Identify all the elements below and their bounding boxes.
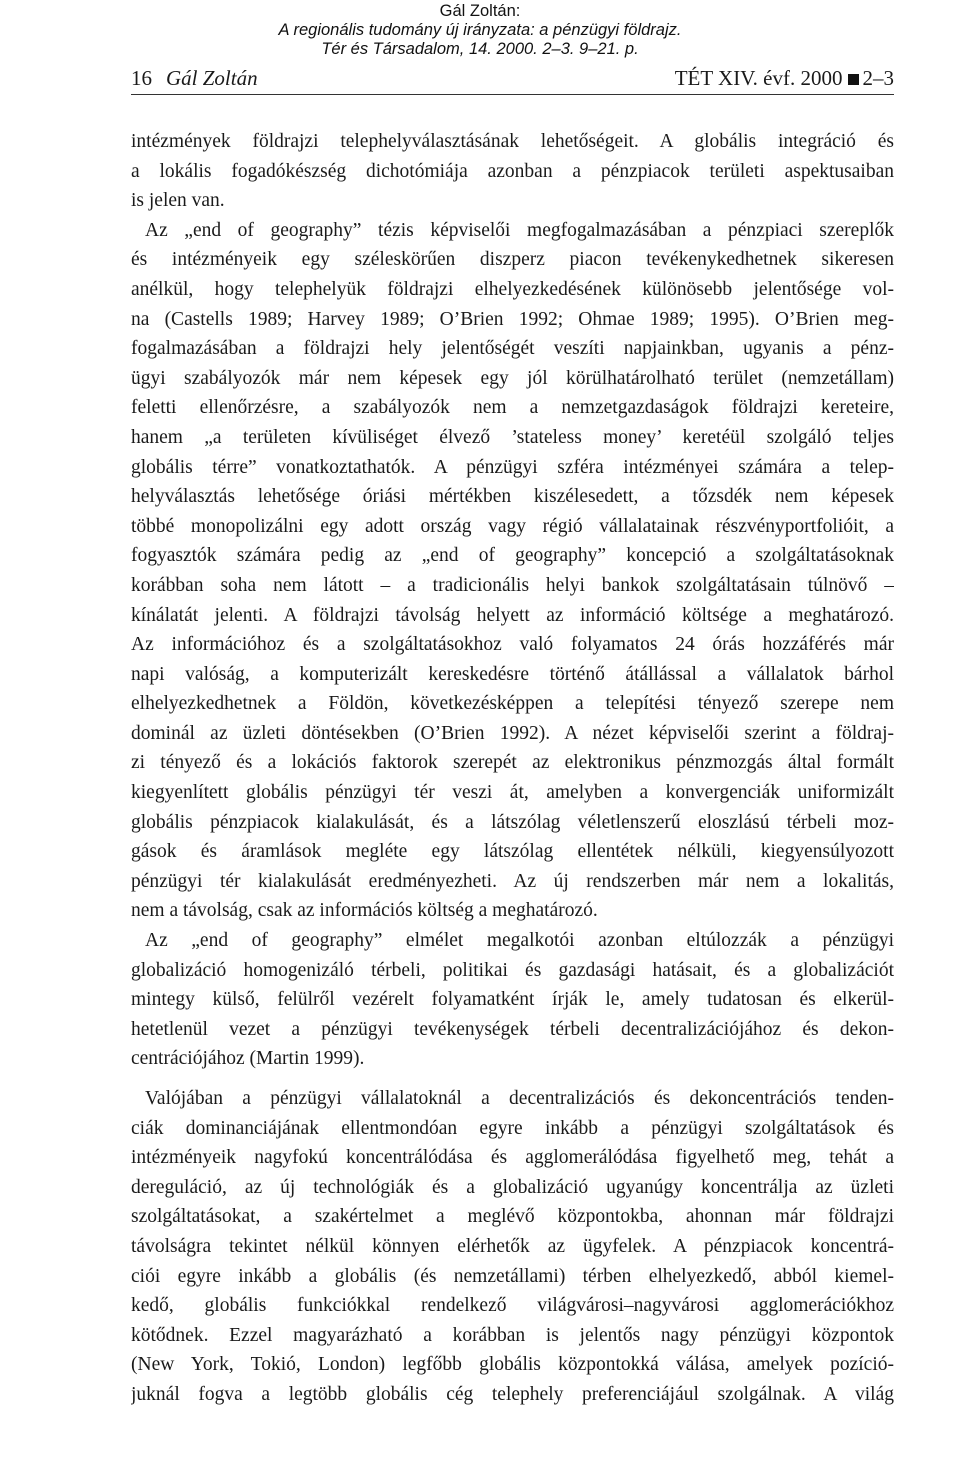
body-line: na (Castells 1989; Harvey 1989; O’Brien 1992; Ohmae 1989; 1995). O’Brien meg- bbox=[131, 308, 894, 330]
running-head-right bbox=[675, 64, 894, 92]
citation-source: Tér és Társadalom, 14. 2000. 2–3. 9–21. p. bbox=[321, 40, 639, 58]
body-line: nem a távolság, csak az információs költség a meghatározó. bbox=[131, 900, 598, 922]
body-line: (New York, Tokió, London) legfőbb globális központokká válása, amelyek pozíció- bbox=[131, 1354, 894, 1376]
body-text bbox=[131, 127, 894, 1410]
body-line: gások és áramlások megléte egy látszólag ellentétek nélküli, kiegyensúlyozott bbox=[131, 841, 894, 863]
running-head bbox=[131, 64, 894, 95]
citation-author: Gál Zoltán: bbox=[439, 2, 521, 20]
body-line: helyválasztás lehetősége óriási mértékben kiszélesedett, a tőzsdék nem képesek bbox=[131, 486, 894, 508]
body-line: Az „end of geography” tézis képviselői megfogalmazásában a pénzpiaci szereplők bbox=[145, 219, 894, 241]
body-line: globális térre” vonatkoztathatók. A pénzügyi szféra intézményei számára a telep- bbox=[131, 456, 894, 478]
body-line: ügyi szabályozók már nem képesek egy jól körülhatárolható terület (nemzetállam) bbox=[131, 367, 894, 389]
body-line: hetetlenül vezet a pénzügyi tevékenységek térbeli decentralizációjához és dekon- bbox=[131, 1018, 894, 1040]
body-line: Az információhoz és a szolgáltatásokhoz való folyamatos 24 órás hozzáférés már bbox=[131, 634, 894, 656]
running-head-author: Gál Zoltán bbox=[166, 66, 258, 90]
body-line: távolságra tekintet nélkül könnyen elérhetők az ügyfelek. A pénzpiacok koncentrá- bbox=[131, 1235, 894, 1257]
body-line: kínálatát jelenti. A földrajzi távolság helyett az információ költsége a meghatározó. bbox=[131, 604, 894, 626]
body-line: intézményeik nagyfokú koncentrálódása és agglomerálódása figyelhető meg, tehát a bbox=[131, 1147, 894, 1169]
issue-number: 2–3 bbox=[862, 66, 894, 90]
body-line: kiegyenlített globális pénzügyi tér veszi át, amelyben a konvergenciák uniformizált bbox=[131, 782, 894, 804]
body-line: pénzügyi tér kialakulását eredményezheti. Az új rendszerben már nem a lokalitás, bbox=[131, 870, 894, 892]
body-line: korábban soha nem látott – a tradicionális helyi bankok szolgáltatásain túlnövő – bbox=[131, 574, 894, 596]
body-line: mintegy külső, felülről vezérelt folyamatként írják le, amely tudatosan és elkerül- bbox=[131, 989, 894, 1011]
body-line: a lokális fogadókészség dichotómiája azonban a pénzpiacok területi aspektusaiban bbox=[131, 160, 894, 182]
body-line: elhelyezkedhetnek a Földön, következésképpen a telepítési tényező szerepe nem bbox=[131, 693, 894, 715]
body-line: többé monopolizálni egy adott ország vagy régió vállalatainak részvényportfolióit, a bbox=[131, 515, 894, 537]
body-line: is jelen van. bbox=[131, 190, 225, 212]
body-line: intézmények földrajzi telephelyválasztásának lehetőségeit. A globális integráció és bbox=[131, 131, 894, 152]
citation-title: A regionális tudomány új irányzata: a pénzügyi földrajz. bbox=[278, 21, 682, 39]
body-line: dereguláció, az új technológiák és a globalizáció ugyanúgy koncentrálja az üzleti bbox=[131, 1176, 894, 1198]
body-line: fogyasztók számára pedig az „end of geography” koncepció a szolgáltatásoknak bbox=[131, 545, 894, 567]
body-line: napi valóság, a komputerizált kereskedésre történő átállással a vállalatok bárhol bbox=[131, 663, 894, 685]
body-line: dominál az üzleti döntésekben (O’Brien 1992). A nézet képviselői szerint a földraj- bbox=[131, 722, 894, 744]
body-line: centrációjához (Martin 1999). bbox=[131, 1048, 365, 1070]
page-number: 16 bbox=[131, 66, 152, 90]
body-line: feletti ellenőrzésre, a szabályozók nem a nemzetgazdaságok földrajzi kereteire, bbox=[131, 397, 894, 419]
body-line: ciói egyre inkább a globális (és nemzetállami) térben elhelyezkedő, abból kiemel- bbox=[131, 1265, 894, 1287]
body-line: zi tényező és a lokációs faktorok szerepét az elektronikus pénzmozgás által formált bbox=[131, 752, 894, 774]
body-line: fogalmazásában a földrajzi hely jelentőségét veszíti napjainkban, ugyanis a pénz- bbox=[131, 338, 894, 360]
body-line: juknál fogva a legtöbb globális cég telephely preferenciájául szolgálnak. A világ bbox=[131, 1383, 894, 1405]
body-line: kedő, globális funkciókkal rendelkező világvárosi–nagyvárosi agglomerációkhoz bbox=[131, 1295, 894, 1317]
body-line: hanem „a területen kívüliséget élvező ’stateless money’ keretéül szolgáló teljes bbox=[131, 426, 894, 448]
body-line: ciák dominanciájának ellentmondóan egyre inkább a pénzügyi szolgáltatások és bbox=[131, 1117, 894, 1139]
citation-header bbox=[0, 2, 960, 59]
journal-info: TÉT XIV. évf. 2000 bbox=[674, 66, 843, 90]
body-line: szolgáltatásokat, a szakértelmet a meglévő központokba, ahonnan már földrajzi bbox=[131, 1206, 894, 1228]
body-line: és intézményeik egy széleskörűen diszperz piacon tevékenykedhetnek sikeresen bbox=[131, 249, 894, 271]
body-line: globalizáció homogenizáló térbeli, politikai és gazdasági hatásait, és a globalizációt bbox=[131, 959, 894, 981]
running-head-left bbox=[131, 64, 258, 92]
body-line: globális pénzpiacok kialakulását, és a látszólag véletlenszerű eloszlású térbeli moz- bbox=[131, 811, 894, 833]
body-line: Valójában a pénzügyi vállalatoknál a decentralizációs és dekoncentrációs tenden- bbox=[145, 1088, 894, 1109]
body-line: kötődnek. Ezzel magyarázható a korábban is jelentős nagy pénzügyi központok bbox=[131, 1324, 894, 1346]
paragraph-gap bbox=[131, 1074, 894, 1084]
body-line: Az „end of geography” elmélet megalkotói azonban eltúlozzák a pénzügyi bbox=[145, 930, 894, 952]
black-square-icon bbox=[848, 74, 859, 85]
body-line: anélkül, hogy telephelyük földrajzi elhelyezkedésének különösebb jelentősége vol- bbox=[131, 278, 894, 300]
